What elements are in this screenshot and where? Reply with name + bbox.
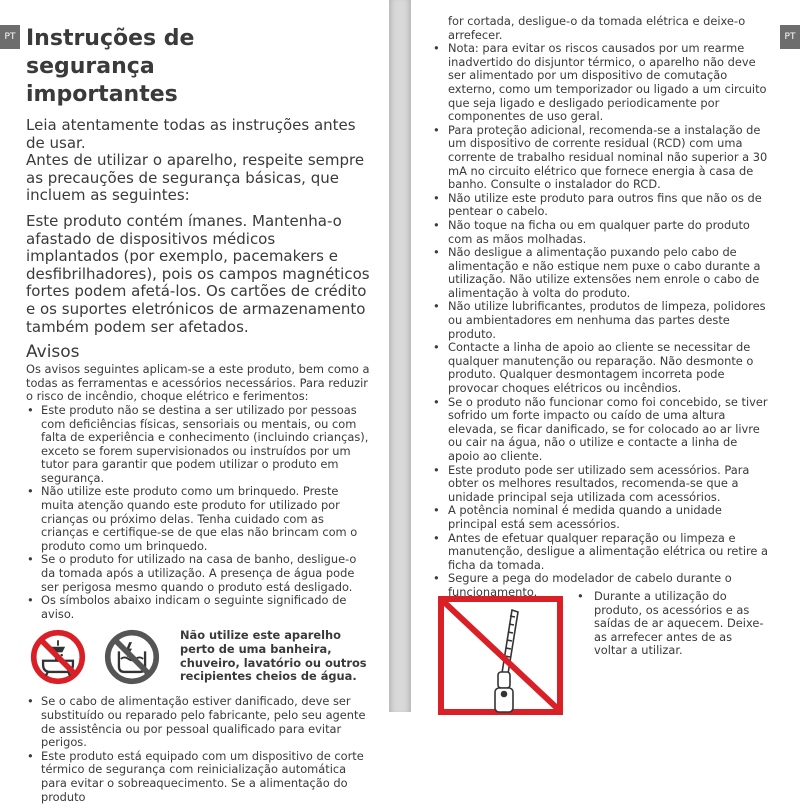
list-item: • Contacte a linha de apoio ao cliente se necessitar de qualquer manutenção ou reparação. Não desmonte o produto. Qualquer desmontagem incorreta pode provocar choques elétricos ou incêndios.	[433, 340, 754, 396]
list-item: • Não utilize lubrificantes, produtos de limpeza, polidores ou ambientadores em nenhuma das partes deste produto.	[433, 299, 766, 341]
no-touch-hot-attachment-icon	[438, 596, 563, 712]
list-item: • Para proteção adicional, recomenda-se a instalação de um dispositivo de corrente residual (RCD) com uma corrente de trabalho residual nominal não superior a 30 mA no circuito elétrico que fornece energia à casa de banho. Consulte o instalador do RCD.	[433, 122, 768, 192]
continued-text: for cortada, desligue-o da tomada elétrica e deixe-o arrefecer.	[448, 14, 746, 42]
avisos-heading: Avisos	[26, 342, 80, 363]
language-tab: PT	[0, 25, 20, 49]
right-column	[430, 15, 770, 600]
language-tab: PT	[780, 25, 800, 49]
list-item: • Não utilize este produto para outros fins que não os de pentear o cabelo.	[433, 190, 762, 219]
list-item: • Os símbolos abaixo indicam o seguinte significado de aviso.	[27, 593, 347, 621]
list-item: • Nota: para evitar os riscos causados por um rearme inadvertido do disjuntor térmico, o aparelho não deve ser alimentado por um dispositivo de comutação externo, como um temporizador ou ligado a um circuito que seja ligado e desligado periodicamente por componentes de uso geral.	[433, 41, 767, 124]
warning-list-right	[430, 42, 770, 599]
symbol-description: Não utilize este aparelho perto de uma banheira, chuveiro, lavatório ou outros recipientes cheios de água.	[180, 628, 367, 684]
left-page	[0, 0, 389, 804]
warning-list-continued	[26, 695, 370, 804]
list-item: • Não utilize este produto como um brinquedo. Preste muita atenção quando este produto for utilizado por crianças ou próximo delas. Tenha cuidado com as crianças e certifique-se de que elas não brincam com o produto como um brinquedo.	[27, 484, 358, 553]
list-item: • Se o produto não funcionar como foi concebido, se tiver sofrido um forte impacto ou caído de uma altura elevada, se ficar danificado, se for colocado ao ar livre ou cair na água, não o utilize e contacte a linha de apoio ao cliente.	[433, 394, 768, 463]
no-bathtub-shower-icon	[30, 629, 86, 685]
list-item: • Este produto está equipado com um dispositivo de corte térmico de segurança com reinicialização automática para evitar o sobreaquecimento. Se a alimentação do produto	[27, 748, 364, 804]
list-item: • A potência nominal é medida quando a unidade principal está sem acessórios.	[433, 503, 722, 531]
list-item: • Antes de efetuar qualquer reparação ou limpeza e manutenção, desligue a alimentação elétrica ou retire a ficha da tomada.	[433, 530, 769, 572]
list-item: • Este produto pode ser utilizado sem acessórios. Para obter os melhores resultados, recomenda-se que a unidade principal seja utilizada com acessórios.	[433, 462, 750, 504]
page-title: Instruções de segurança importantes	[26, 26, 195, 107]
intro-paragraph-2: Antes de utilizar o aparelho, respeite sempre as precauções de segurança básicas, que incluem as seguintes:	[26, 151, 365, 205]
list-item: • Se o cabo de alimentação estiver danificado, deve ser substituído ou reparado pelo fabricante, pelo seu agente de assistência ou por pessoal qualificado para evitar perigos.	[27, 694, 366, 750]
list-item: • Se o produto for utilizado na casa de banho, desligue-o da tomada após a utilização. A presença de água pode ser perigosa mesmo quando o produto está desligado.	[27, 552, 357, 594]
list-item: • Não desligue a alimentação puxando pelo cabo de alimentação e não estique nem puxe o cabo durante a utilização. Não utilize extensões nem enrole o cabo de alimentação à volta do produto.	[433, 245, 761, 300]
left-column	[26, 25, 370, 804]
list-item: • Não toque na ficha ou em qualquer parte do produto com as mãos molhadas.	[433, 217, 750, 246]
hot-accessories-note: • Durante a utilização do produto, os acessórios e as saídas de ar aquecem. Deixe-as arrefecer antes de as voltar a utilizar.	[577, 589, 764, 658]
right-page	[411, 0, 800, 712]
warning-list	[26, 404, 370, 622]
intro-paragraph-1: Leia atentamente todas as instruções antes de usar.	[26, 116, 356, 152]
warning-symbols-row	[26, 627, 370, 691]
list-item: • Este produto não se destina a ser utilizado por pessoas com deficiências físicas, sensoriais ou mentais, ou com falta de experiência e conhecimento (incluindo crianças), exceto se forem supervisionados ou instruídos por um tutor para garantir que podem utilizar o produto em segurança.	[27, 402, 369, 485]
book-gutter	[389, 0, 411, 712]
list-item: • Segure a pega do modelador de cabelo durante o funcionamento.	[433, 571, 732, 599]
no-water-container-icon	[104, 629, 160, 685]
magnet-warning: Este produto contém ímanes. Mantenha-o afastado de dispositivos médicos implantados (por exemplo, pacemakers e desfibrilhadores), pois os campos magnéticos fortes podem afetá-los. Os cartões de crédito e os suportes eletrónicos de armazenamento também podem ser afetados.	[26, 211, 370, 336]
avisos-intro: Os avisos seguintes aplicam-se a este produto, bem como a todas as ferramentas e acessórios necessários. Para reduzir o risco de incêndio, choque elétrico e ferimentos:	[26, 362, 370, 404]
